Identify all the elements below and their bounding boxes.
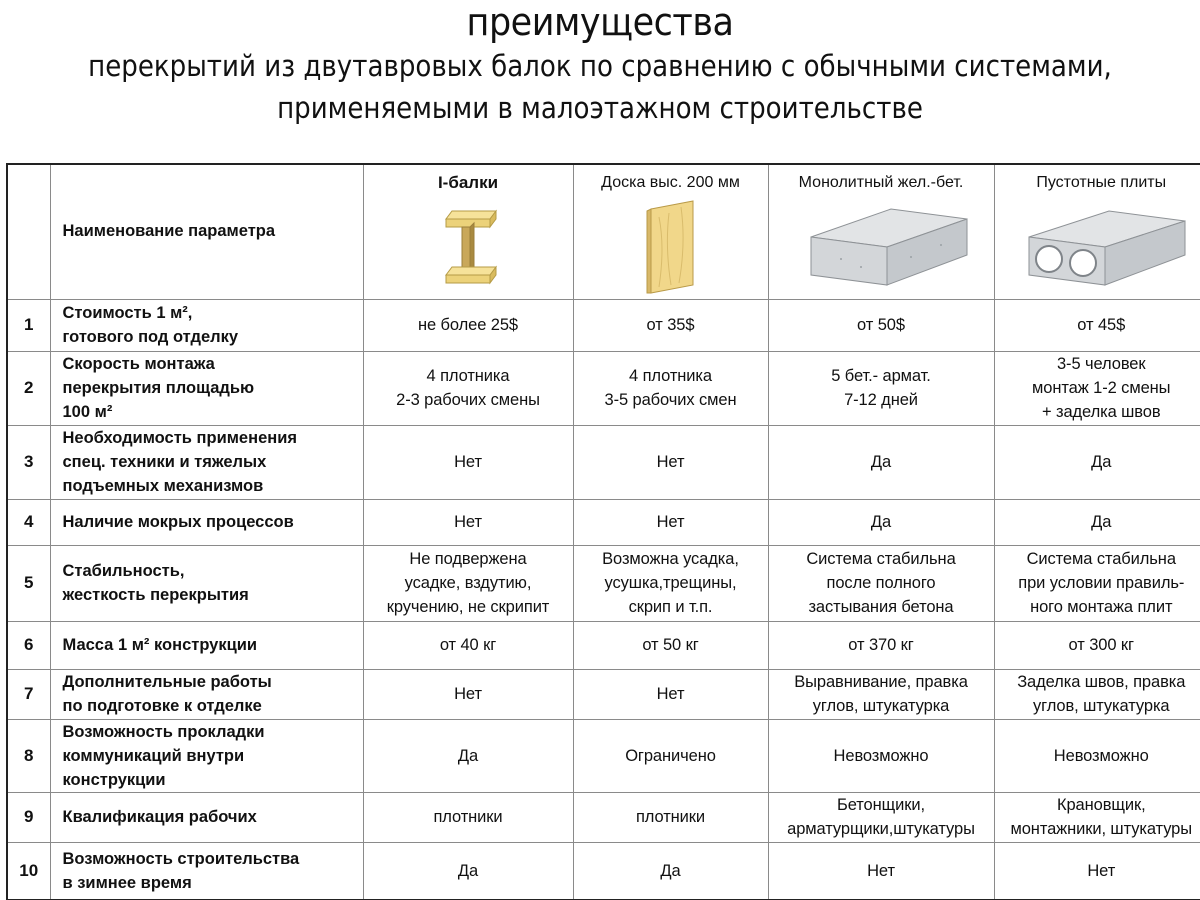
param-name-line: Возможность строительства — [62, 849, 300, 868]
page-subtitle-line-1: перекрытий из двутавровых балок по сравнению с обычными системами, — [88, 49, 1112, 83]
param-name-line: 100 м² — [62, 403, 113, 421]
value-line: плотники — [635, 808, 706, 826]
param-name-line: коммуникаций внутри — [62, 746, 245, 765]
column-label: I-балки — [437, 173, 499, 192]
value-line: 3-5 человек — [1056, 355, 1146, 373]
value-cell — [994, 351, 1200, 425]
i-beam-icon — [364, 197, 573, 297]
table-row — [7, 545, 1200, 621]
column-label: Доска выс. 200 мм — [601, 174, 740, 191]
table-row — [7, 842, 1200, 900]
table-row — [7, 621, 1200, 669]
column-label: Пустотные плиты — [1036, 174, 1167, 191]
value-cell — [573, 792, 768, 842]
value-line: от 40 кг — [439, 636, 497, 654]
row-number: 5 — [7, 545, 50, 621]
value-cell — [573, 621, 768, 669]
value-line: Крановщик, — [1056, 796, 1146, 814]
value-line: Да — [1091, 453, 1112, 471]
param-name-line: перекрытия площадью — [62, 379, 255, 397]
value-line: 4 плотника — [426, 367, 510, 385]
value-line: Ограничено — [625, 746, 716, 765]
value-line: Да — [660, 861, 681, 880]
monolithic-concrete-slab-icon — [769, 197, 994, 297]
value-line: усадке, вздутию, — [404, 574, 532, 592]
value-cell — [573, 719, 768, 792]
column-label: Монолитный жел.-бет. — [798, 174, 964, 191]
column-header-monolithic — [768, 164, 994, 299]
value-cell — [363, 499, 573, 545]
value-line: ного монтажа плит — [1030, 598, 1173, 616]
param-name-line: Стоимость 1 м², — [62, 304, 193, 322]
row-number: 1 — [7, 299, 50, 351]
value-line: от 300 кг — [1068, 636, 1134, 654]
comparison-table — [6, 163, 1200, 900]
page-header — [0, 0, 1200, 160]
param-name-line: конструкции — [62, 770, 166, 789]
value-cell — [768, 669, 994, 719]
value-line: застывания бетона — [808, 598, 954, 616]
value-line: Нет — [656, 685, 685, 703]
page-title: преимущества — [466, 0, 734, 44]
value-line: Нет — [656, 513, 685, 531]
param-name-line: жесткость перекрытия — [62, 586, 249, 604]
param-name-cell — [50, 792, 363, 842]
value-line: Бетонщики, — [837, 796, 925, 814]
value-line: от 35$ — [646, 316, 695, 334]
value-cell — [994, 499, 1200, 545]
value-line: 2-3 рабочих смены — [396, 391, 540, 409]
value-line: 5 бет.- армат. — [831, 367, 931, 385]
value-line: Нет — [867, 861, 895, 880]
param-name-line: в зимнее время — [62, 873, 192, 892]
value-cell — [363, 425, 573, 499]
value-line: Нет — [1087, 861, 1116, 880]
row-number: 2 — [7, 351, 50, 425]
value-line: при условии правиль- — [1018, 574, 1185, 592]
value-line: Невозможно — [833, 746, 929, 765]
value-line: от 50 кг — [642, 636, 699, 654]
value-line: Да — [1091, 513, 1112, 531]
value-line: Заделка швов, правка — [1017, 673, 1186, 691]
value-line: Возможна усадка, — [602, 550, 739, 568]
table-row — [7, 719, 1200, 792]
value-line: углов, штукатурка — [1033, 697, 1170, 715]
value-line: Нет — [656, 453, 685, 471]
value-cell — [768, 545, 994, 621]
table-row — [7, 669, 1200, 719]
value-line: от 45$ — [1077, 316, 1126, 334]
value-cell — [363, 669, 573, 719]
value-line: Нет — [454, 453, 482, 471]
value-line: плотники — [433, 808, 503, 826]
column-header-board — [573, 164, 768, 299]
param-name-cell — [50, 351, 363, 425]
param-name-line: Наличие мокрых процессов — [62, 513, 294, 531]
row-number: 8 — [7, 719, 50, 792]
table-row — [7, 299, 1200, 351]
table-row — [7, 499, 1200, 545]
value-cell — [363, 719, 573, 792]
value-cell — [768, 621, 994, 669]
row-number: 3 — [7, 425, 50, 499]
value-cell — [573, 351, 768, 425]
value-cell — [768, 351, 994, 425]
wooden-board-icon — [574, 197, 768, 297]
value-cell — [768, 499, 994, 545]
param-name-cell — [50, 842, 363, 900]
value-cell — [994, 621, 1200, 669]
page-subtitle-line-2: применяемыми в малоэтажном строительстве — [277, 91, 923, 125]
row-number: 10 — [7, 842, 50, 900]
value-cell — [573, 425, 768, 499]
value-cell — [573, 499, 768, 545]
value-line: Да — [457, 861, 479, 880]
value-cell — [363, 299, 573, 351]
value-line: монтажники, штукатуры — [1010, 820, 1193, 838]
value-line: Да — [457, 746, 479, 765]
value-cell — [768, 299, 994, 351]
value-line: углов, штукатурка — [812, 697, 950, 715]
value-cell — [573, 669, 768, 719]
value-line: арматурщики,штукатуры — [787, 820, 975, 838]
value-line: 3-5 рабочих смен — [604, 391, 737, 409]
param-name-cell — [50, 299, 363, 351]
param-name-line: Дополнительные работы — [62, 673, 272, 691]
param-name-cell — [50, 621, 363, 669]
param-name-line: спец. техники и тяжелых — [62, 453, 267, 471]
value-cell — [768, 842, 994, 900]
param-name-line: Возможность прокладки — [62, 722, 265, 741]
value-cell — [994, 425, 1200, 499]
param-name-cell — [50, 425, 363, 499]
column-header-i-beam — [363, 164, 573, 299]
param-name-line: Необходимость применения — [62, 429, 297, 447]
value-cell — [994, 719, 1200, 792]
value-cell — [363, 351, 573, 425]
row-number: 9 — [7, 792, 50, 842]
value-cell — [994, 669, 1200, 719]
param-column-header: Наименование параметра — [50, 164, 363, 299]
value-line: Да — [870, 513, 892, 531]
value-line: Система стабильна — [1026, 550, 1176, 568]
param-name-cell — [50, 669, 363, 719]
value-cell — [768, 425, 994, 499]
table-row — [7, 425, 1200, 499]
value-cell — [994, 792, 1200, 842]
value-cell — [994, 545, 1200, 621]
header-num-cell — [7, 164, 50, 299]
value-line: Нет — [454, 685, 482, 703]
value-cell — [363, 545, 573, 621]
row-number: 4 — [7, 499, 50, 545]
value-cell — [573, 299, 768, 351]
value-cell — [573, 545, 768, 621]
value-cell — [768, 719, 994, 792]
value-line: не более 25$ — [417, 316, 519, 334]
value-line: Нет — [454, 513, 482, 531]
param-name-line: по подготовке к отделке — [62, 697, 262, 715]
row-number: 6 — [7, 621, 50, 669]
column-header-hollow-core — [994, 164, 1200, 299]
value-cell — [573, 842, 768, 900]
value-line: скрип и т.п. — [628, 598, 713, 616]
value-cell — [768, 792, 994, 842]
table-row — [7, 351, 1200, 425]
param-name-line: Скорость монтажа — [62, 355, 215, 373]
param-name-cell — [50, 545, 363, 621]
param-name-cell — [50, 719, 363, 792]
value-line: усушка,трещины, — [604, 574, 737, 592]
hollow-core-slab-icon — [995, 197, 1200, 297]
value-line: от 50$ — [857, 316, 905, 334]
value-line: после полного — [826, 574, 936, 592]
param-name-line: Масса 1 м² конструкции — [62, 636, 258, 654]
param-name-line: подъемных механизмов — [62, 477, 264, 495]
table-row — [7, 792, 1200, 842]
value-line: Система стабильна — [806, 550, 956, 568]
value-line: от 370 кг — [848, 636, 914, 654]
value-line: Невозможно — [1053, 746, 1149, 765]
value-line: монтаж 1-2 смены — [1032, 379, 1171, 397]
row-number: 7 — [7, 669, 50, 719]
value-line: Не подвержена — [409, 550, 527, 568]
value-line: Выравнивание, правка — [794, 673, 968, 691]
value-line: 4 плотника — [629, 367, 712, 385]
value-line: кручению, не скрипит — [386, 598, 550, 616]
param-name-line: Квалификация рабочих — [62, 808, 257, 826]
value-line: + заделка швов — [1041, 403, 1161, 421]
table-header-row — [7, 164, 1200, 299]
value-cell — [994, 842, 1200, 900]
param-name-cell — [50, 499, 363, 545]
value-line: Да — [870, 453, 892, 471]
value-cell — [994, 299, 1200, 351]
param-name-line: готового под отделку — [62, 328, 239, 346]
value-line: 7-12 дней — [844, 391, 918, 409]
value-cell — [363, 792, 573, 842]
value-cell — [363, 842, 573, 900]
param-name-line: Стабильность, — [62, 562, 185, 580]
value-cell — [363, 621, 573, 669]
